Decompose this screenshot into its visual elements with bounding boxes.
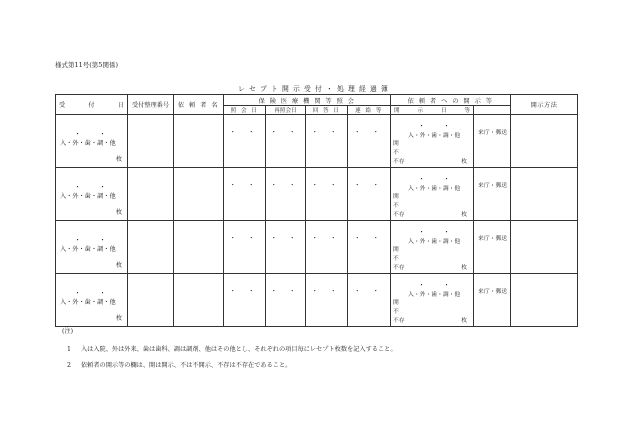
document-title: レセプト開示受付・処理経過簿 (238, 85, 392, 93)
receipt-date-cell[interactable]: ・ ・ 入・外・歯・調・他 枚 (56, 115, 128, 168)
method-cell[interactable] (474, 115, 511, 168)
disclosure-cell[interactable]: ・ ・ 入・外・歯・調・他 開 不 不存 枚 (391, 115, 474, 168)
disclosure-cell[interactable]: ・ ・ 入・外・歯・調・他 開 不 不存 枚 (391, 168, 474, 221)
disclosure-none: 不存 (393, 265, 405, 271)
reply-date-cell[interactable]: ・ ・ (306, 115, 348, 168)
receipt-date-cell[interactable]: ・ ・ 入・外・歯・調・他 枚 (56, 274, 128, 327)
remarks-cell[interactable] (511, 115, 578, 168)
reinquiry-date-cell[interactable]: ・ ・ (266, 168, 306, 221)
disclosure-count-unit: 枚 (461, 159, 468, 165)
disclosure-count-unit: 枚 (461, 265, 468, 271)
receipt-types: 入・外・歯・調・他 (60, 140, 116, 147)
contact-cell[interactable]: ・ ・ (348, 221, 391, 274)
disclosure-non: 不 (393, 256, 399, 262)
form-number: 様式第11号(第5関係) (55, 61, 118, 69)
receipt-count-unit: 枚 (115, 315, 122, 322)
disclosure-cell[interactable]: ・ ・ 入・外・歯・調・他 開 不 不存 枚 (391, 221, 474, 274)
receipt-number-cell[interactable] (128, 115, 174, 168)
requester-name-cell[interactable] (174, 274, 224, 327)
contact-cell[interactable]: ・ ・ (348, 115, 391, 168)
inquiry-date-cell[interactable]: ・ ・ (224, 115, 266, 168)
requester-name-cell[interactable] (174, 115, 224, 168)
method-cell[interactable] (474, 274, 511, 327)
header-contact: 連 絡 等 (348, 106, 391, 115)
disclosure-cell[interactable]: ・ ・ 入・外・歯・調・他 開 不 不存 枚 (391, 274, 474, 327)
table-row (56, 274, 578, 327)
disclosure-types: 入・外・歯・調・他 (408, 186, 461, 192)
disclosure-non: 不 (393, 150, 399, 156)
header-requester-name: 依 頼 者 名 (174, 95, 224, 115)
reply-date-cell[interactable]: ・ ・ (306, 274, 348, 327)
disclosure-non: 不 (393, 309, 399, 315)
header-receipt-date: 受 付 日 (56, 95, 128, 115)
note-item (67, 360, 397, 369)
contact-cell[interactable]: ・ ・ (348, 274, 391, 327)
method-value: 来庁・郵送 (478, 130, 508, 136)
requester-name-cell[interactable] (174, 221, 224, 274)
requester-name-cell[interactable] (174, 168, 224, 221)
notes-section (62, 326, 397, 376)
receipt-types: 入・外・歯・調・他 (60, 193, 116, 200)
receipt-date-cell[interactable]: ・ ・ 入・外・歯・調・他 枚 (56, 221, 128, 274)
receipt-count-unit: 枚 (115, 156, 122, 163)
disclosure-count-unit: 枚 (461, 318, 468, 324)
receipt-types: 入・外・歯・調・他 (60, 299, 116, 306)
receipt-types: 入・外・歯・調・他 (60, 246, 116, 253)
header-requester-notice: 依 頼 者 へ の 開 示 等 (391, 95, 511, 106)
table-row (56, 168, 578, 221)
header-disclosure-date: 開 示 日 等 (391, 106, 474, 115)
reinquiry-date-cell[interactable]: ・ ・ (266, 115, 306, 168)
remarks-cell[interactable] (511, 274, 578, 327)
receipt-count-unit: 枚 (115, 209, 122, 216)
note-item (67, 344, 397, 353)
receipt-number-cell[interactable] (128, 274, 174, 327)
inquiry-date-cell[interactable]: ・ ・ (224, 274, 266, 327)
note-number: 1 (67, 346, 71, 353)
header-insurer-inquiry: 保 険 医 療 機 関 等 照 会 (224, 95, 391, 106)
disclosure-none: 不存 (393, 212, 405, 218)
method-value: 来庁・郵送 (478, 236, 508, 242)
disclosure-types: 入・外・歯・調・他 (408, 133, 461, 139)
header-reply-date: 回 答 日 (306, 106, 348, 115)
receipt-number-cell[interactable] (128, 221, 174, 274)
method-value: 来庁・郵送 (478, 183, 508, 189)
disclosure-non: 不 (393, 203, 399, 209)
disclosure-types: 入・外・歯・調・他 (408, 239, 461, 245)
disclosure-types: 入・外・歯・調・他 (408, 292, 461, 298)
reinquiry-date-cell[interactable]: ・ ・ (266, 274, 306, 327)
receipt-number-cell[interactable] (128, 168, 174, 221)
disclosure-none: 不存 (393, 159, 405, 165)
note-text: 依頼者の開示等の欄は、開は開示、不は不開示、不存は不存在であること。 (81, 362, 292, 369)
receipt-count-unit: 枚 (115, 262, 122, 269)
reply-date-cell[interactable]: ・ ・ (306, 221, 348, 274)
contact-cell[interactable]: ・ ・ (348, 168, 391, 221)
disclosure-open: 開 (393, 247, 399, 253)
table-row (56, 115, 578, 168)
method-cell[interactable] (474, 168, 511, 221)
disclosure-open: 開 (393, 194, 399, 200)
header-reinquiry-date: 再照会日 (266, 106, 306, 115)
disclosure-none: 不存 (393, 318, 405, 324)
remarks-cell[interactable] (511, 168, 578, 221)
header-inquiry-date: 照 会 日 (224, 106, 266, 115)
reply-date-cell[interactable]: ・ ・ (306, 168, 348, 221)
note-number: 2 (67, 362, 71, 369)
reinquiry-date-cell[interactable]: ・ ・ (266, 221, 306, 274)
disclosure-count-unit: 枚 (461, 212, 468, 218)
header-receipt-number: 受付整理番号 (128, 95, 174, 115)
table-row (56, 221, 578, 274)
disclosure-open: 開 (393, 141, 399, 147)
receipt-date-cell[interactable]: ・ ・ 入・外・歯・調・他 枚 (56, 168, 128, 221)
disclosure-open: 開 (393, 300, 399, 306)
notes-heading: (注) (62, 328, 74, 335)
method-value: 来庁・郵送 (478, 289, 508, 295)
method-cell[interactable] (474, 221, 511, 274)
remarks-cell[interactable] (511, 221, 578, 274)
header-method: 開示方法 (511, 95, 578, 115)
inquiry-date-cell[interactable]: ・ ・ (224, 221, 266, 274)
inquiry-date-cell[interactable]: ・ ・ (224, 168, 266, 221)
note-text: 入は入院、外は外来、歯は歯科、調は調剤、他はその他とし、それぞれの項目毎にレセプト枚数を記入すること。 (81, 346, 397, 353)
register-table (55, 94, 578, 327)
